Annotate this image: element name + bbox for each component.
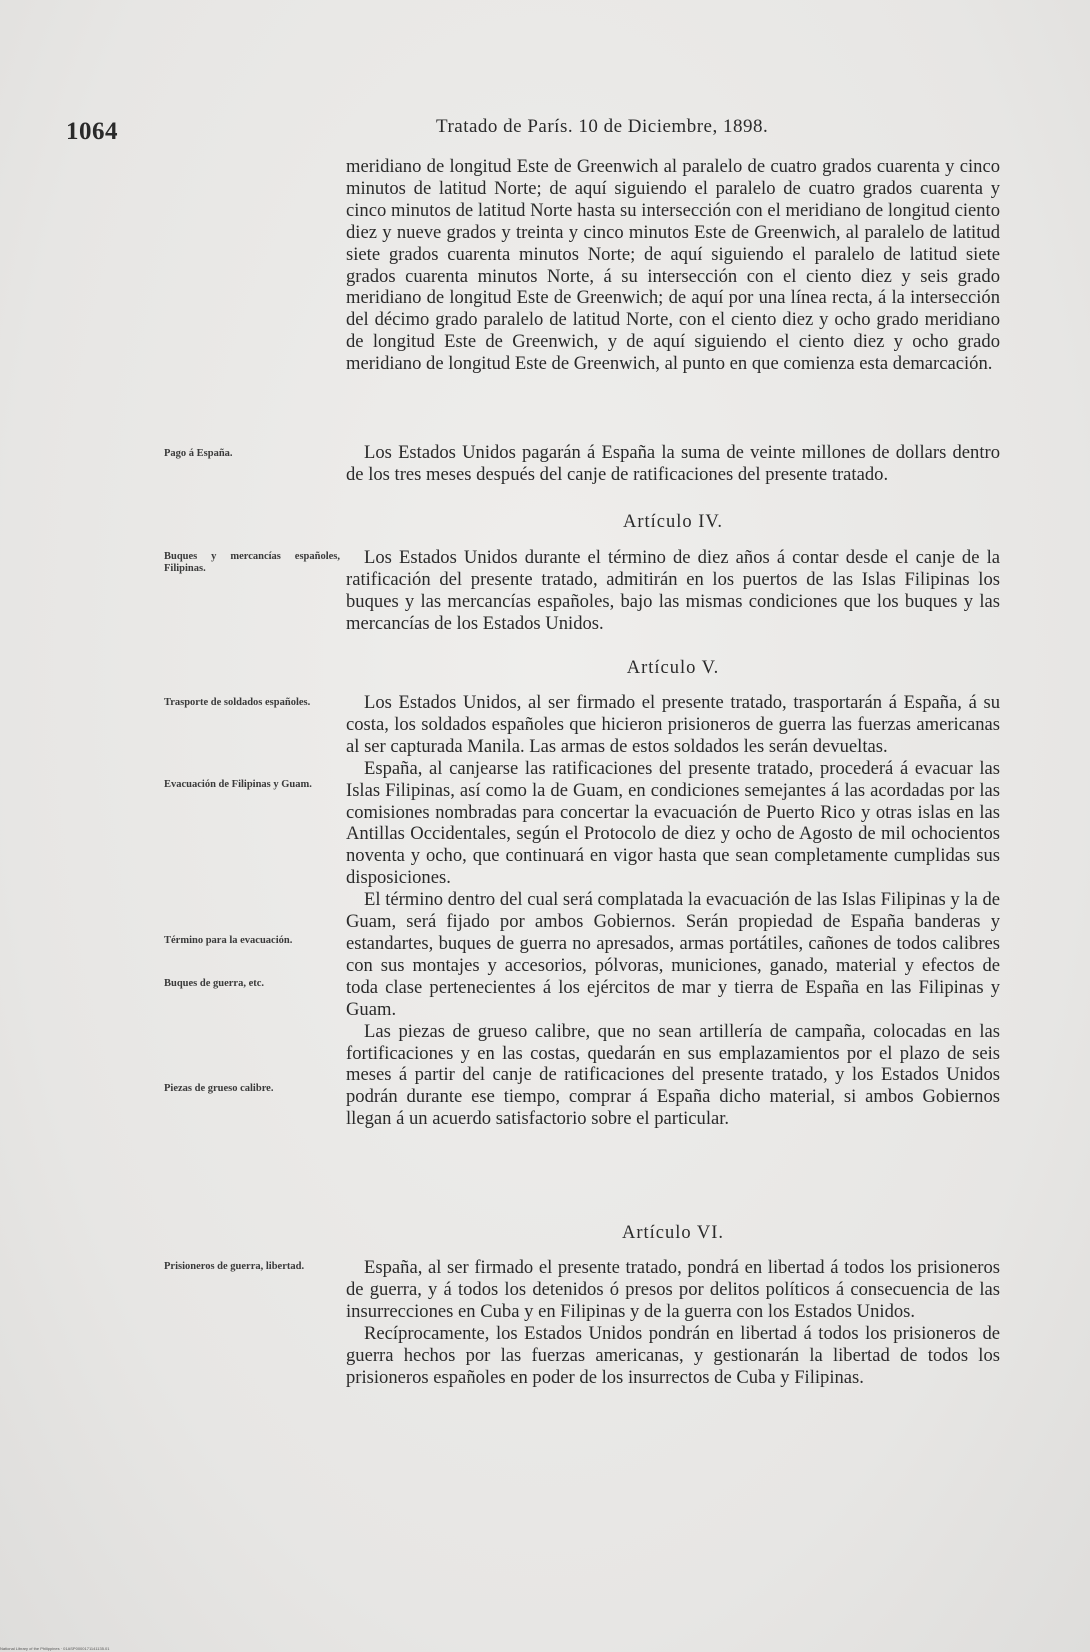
archive-footer: National Library of the Philippines · 01ASP0000171141135.01	[0, 1646, 110, 1651]
page-number: 1064	[66, 118, 118, 145]
article-5-heading: Artículo V.	[626, 658, 720, 678]
article-5-text	[346, 692, 1000, 1130]
article-6-heading: Artículo VI.	[621, 1223, 725, 1243]
margin-note-prisioneros: Prisioneros de guerra, libertad.	[164, 1261, 305, 1272]
paragraph: meridiano de longitud Este de Greenwich al paralelo de cuatro grados cuarenta y cinco minutos de latitud Norte; de aquí siguiendo el paralelo de cuatro grados cuarenta y cinco minutos de latitud Norte hasta su intersección con el meridiano de longitud ciento diez y nueve grados y treinta y cinco minutos Este de Greenwich, al paralelo de latitud siete grados cuarenta minutos Norte; de aquí siguiendo el paralelo de latitud siete grados cuarenta minutos Norte, á su intersección con el ciento diez y seis grado meridiano de longitud Este de Greenwich; de aquí por una línea recta, á la intersección del décimo grado paralelo de latitud Norte, con el ciento diez y ocho grado meridiano de longitud Este de Greenwich, y de aquí siguiendo el ciento diez y ocho grado meridiano de longitud Este de Greenwich, al punto en que comienza esta demarcación.	[346, 156, 1000, 375]
paragraph: Los Estados Unidos durante el término de diez años á contar desde el canje de la ratificación del presente tratado, admitirán en los puertos de las Islas Filipinas los buques y las mercancías españoles, bajo las mismas condiciones que los buques y las mercancías de los Estados Unidos.	[346, 547, 1000, 634]
paragraph: El término dentro del cual será complatada la evacuación de las Islas Filipinas y la de Guam, será fijado por ambos Gobiernos. Serán propiedad de España banderas y estandartes, buques de guerra no apresados, armas portátiles, cañones de todos calibres con sus montajes y accesorios, pólvoras, municiones, ganado, material y efectos de toda clase pertenecientes á los ejércitos de mar y tierra de España en las Filipinas y Guam.	[346, 889, 1000, 1020]
margin-note-buques-mercancias: Buques y mercancías españoles, Filipinas.	[164, 551, 340, 574]
margin-note-evacuacion: Evacuación de Filipinas y Guam.	[164, 779, 312, 790]
payment-paragraph	[346, 442, 1000, 486]
margin-note-buques-guerra: Buques de guerra, etc.	[164, 978, 265, 989]
article-6-text	[346, 1257, 1000, 1388]
margin-note-piezas: Piezas de grueso calibre.	[164, 1083, 274, 1094]
paragraph: Los Estados Unidos, al ser firmado el presente tratado, trasportarán á España, á su costa, los soldados españoles que hicieron prisioneros de guerra las fuerzas americanas al ser capturada Manila. Las armas de estos soldados les serán devueltas.	[346, 692, 1000, 757]
paragraph: Recíprocamente, los Estados Unidos pondrán en libertad á todos los prisioneros de guerra hechos por las fuerzas americanas, y gestionarán la libertad de todos los prisioneros españoles en poder de los insurrectos de Cuba y Filipinas.	[346, 1322, 1000, 1388]
running-head: Tratado de París. 10 de Diciembre, 1898.	[436, 116, 769, 137]
margin-note-termino: Término para la evacuación.	[164, 935, 293, 946]
paragraph: Los Estados Unidos pagarán á España la suma de veinte millones de dollars dentro de los tres meses después del canje de ratificaciones del presente tratado.	[346, 442, 1000, 485]
paragraph: Las piezas de grueso calibre, que no sean artillería de campaña, colocadas en las fortificaciones y en las costas, quedarán en sus emplazamientos por el plazo de seis meses á partir del canje de ratificaciones del presente tratado, y los Estados Unidos podrán durante ese tiempo, comprar á España dicho material, si ambos Gobiernos llegan á un acuerdo satisfactorio sobre el particular.	[346, 1020, 1000, 1130]
article-4-text	[346, 547, 1000, 635]
article-4-heading: Artículo IV.	[622, 512, 724, 532]
paragraph: España, al ser firmado el presente tratado, pondrá en libertad á todos los prisioneros de guerra, y á todos los detenidos ó presos por delitos políticos á consecuencia de las insurrecciones en Cuba y en Filipinas y de la guerra con los Estados Unidos.	[346, 1257, 1000, 1322]
boundary-paragraph	[346, 156, 1000, 375]
paragraph: España, al canjearse las ratificaciones del presente tratado, procederá á evacuar las Islas Filipinas, así como la de Guam, en condiciones semejantes á las acordadas por las comisiones nombradas para concertar la evacuación de Puerto Rico y otras islas en las Antillas Occidentales, según el Protocolo de diez y ocho de Agosto de mil ochocientos noventa y ocho, que continuará en vigor hasta que sean completamente cumplidas sus disposiciones.	[346, 757, 1000, 889]
margin-note-pago: Pago á España.	[164, 448, 233, 459]
margin-note-trasporte: Trasporte de soldados españoles.	[164, 697, 311, 708]
